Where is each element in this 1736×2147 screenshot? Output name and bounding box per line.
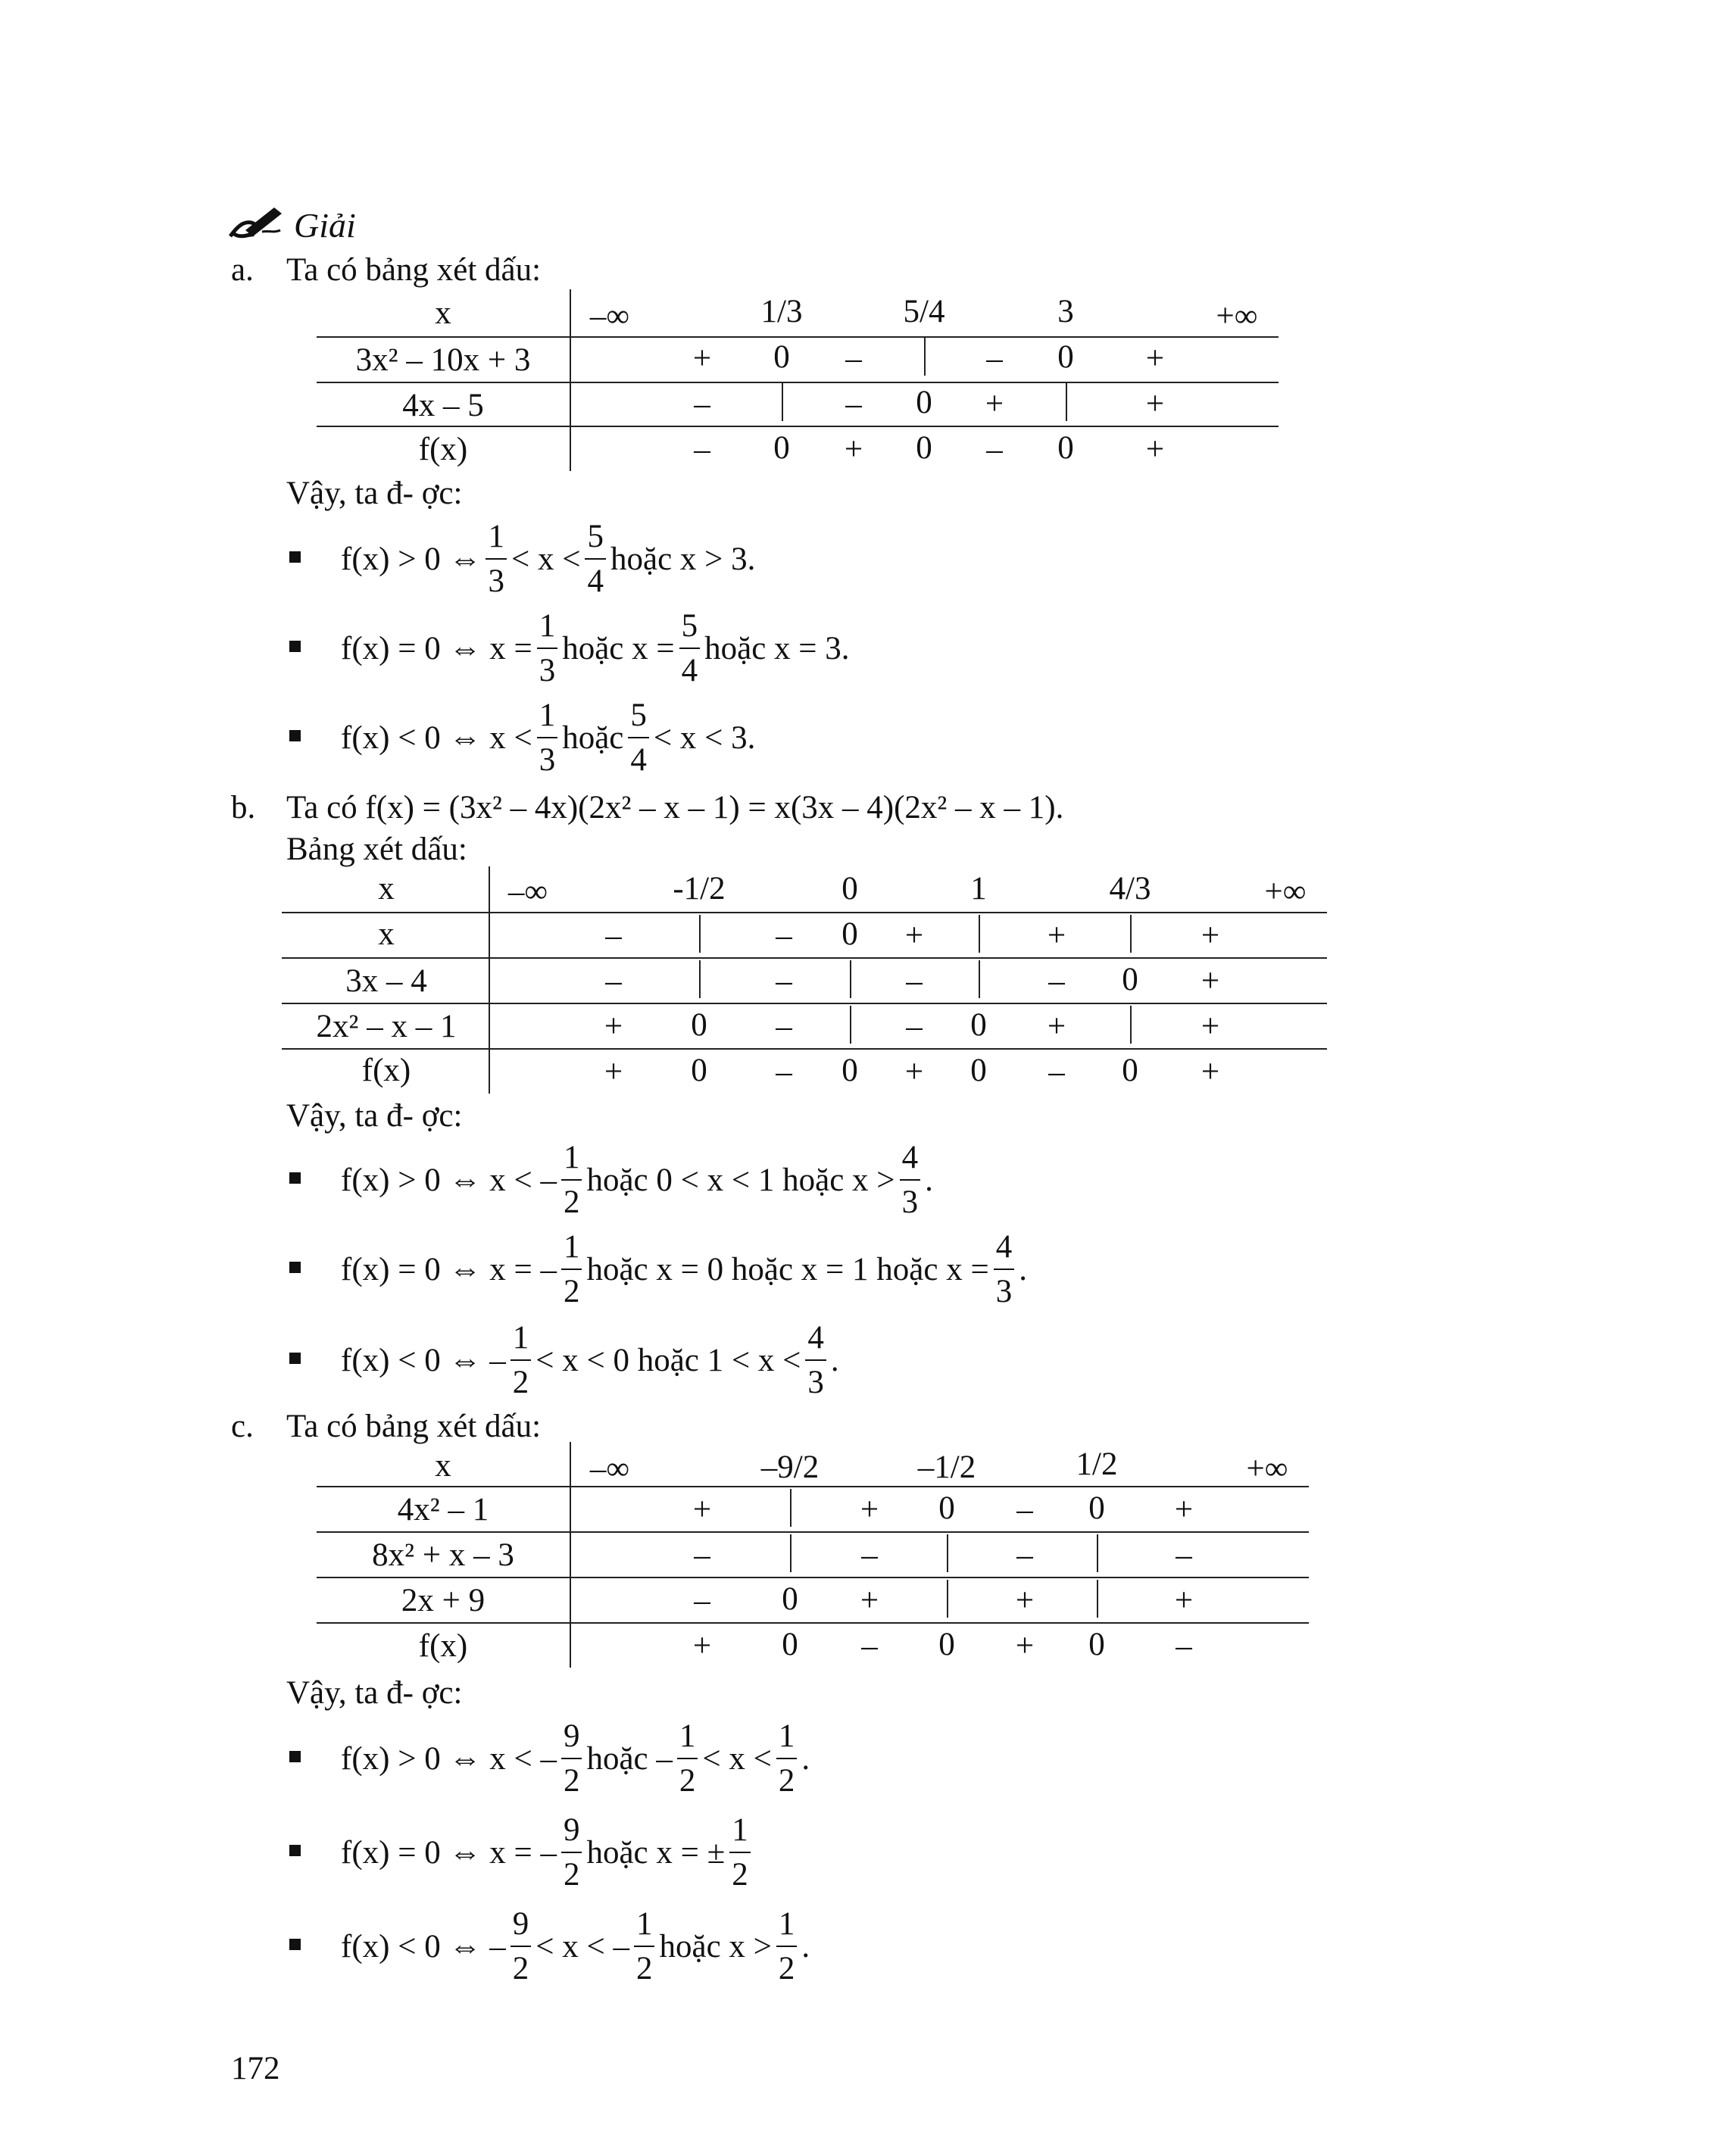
table-b-row-label: x [378, 916, 395, 952]
table-c-sign: – [1016, 1492, 1033, 1528]
part-a-result-positive: f(x) > 0 ⇔ $\frac{1}{3}$ < x < $\frac{5}{4}$ hoặc x > 3. [341, 518, 756, 599]
table-c-sign: – [1176, 1537, 1192, 1573]
table-b-sign: + [1201, 1054, 1220, 1090]
table-b-sign: 0 [691, 1053, 707, 1088]
table-b-sign: – [776, 1054, 792, 1090]
table-a-header: 3 [1057, 294, 1074, 329]
table-a-sign: + [1145, 341, 1165, 376]
table-c-sign: + [1015, 1628, 1035, 1664]
part-b-result-zero: f(x) = 0 ⇔ x = – $\frac{1}{2}$ hoặc x = 0 hoặc x = 1 hoặc x = $\frac{4}{3}$ . [341, 1228, 1027, 1309]
table-b-sign: 0 [1122, 962, 1138, 997]
table-b-sign: – [776, 963, 792, 999]
fraction: $\frac{5}{4}$ [679, 608, 701, 689]
table-c-sign: 0 [938, 1490, 955, 1526]
fraction: $\frac{1}{3}$ [537, 697, 558, 779]
bullet-icon [289, 1751, 301, 1762]
part-b-intro2: Bảng xét dấu: [286, 832, 467, 867]
table-c-sign: + [1174, 1583, 1194, 1618]
page-number: 172 [231, 2051, 280, 2086]
table-b-header: 1 [970, 871, 987, 907]
table-c-sign: 0 [1088, 1490, 1105, 1526]
fraction: $\frac{1}{2}$ [561, 1140, 582, 1221]
table-b-sign: – [776, 918, 792, 953]
table-c-header: –9/2 [760, 1450, 820, 1485]
table-a-sign: – [986, 432, 1003, 467]
bullet-icon [289, 1172, 301, 1184]
fraction: $\frac{1}{3}$ [486, 519, 507, 600]
table-c-sign: + [860, 1583, 879, 1618]
bullet-icon [289, 730, 301, 741]
part-c-result-zero: f(x) = 0 ⇔ x = – $\frac{9}{2}$ hoặc x = ± $\frac{1}{2}$ [341, 1816, 755, 1889]
part-c-label: c. [231, 1409, 254, 1444]
table-a-header: 5/4 [903, 294, 945, 329]
table-a-sign: 0 [1057, 430, 1074, 466]
fraction: $\frac{1}{2}$ [510, 1320, 532, 1401]
table-c-row-label: 2x + 9 [401, 1583, 486, 1618]
table-c-sign: – [1016, 1537, 1033, 1573]
fraction: $\frac{9}{2}$ [561, 1718, 582, 1799]
table-b-sign: + [604, 1054, 623, 1090]
fraction: $\frac{1}{2}$ [729, 1812, 751, 1893]
part-a-result-zero: f(x) = 0 ⇔ x = $\frac{1}{3}$ hoặc x = $\frac{5}{4}$ hoặc x = 3. [341, 607, 850, 688]
part-a-conclusion: Vậy, ta đ- ợc: [286, 476, 463, 511]
bullet-icon [289, 1939, 301, 1950]
fraction: $\frac{1}{2}$ [776, 1906, 798, 1987]
part-c-conclusion: Vậy, ta đ- ợc: [286, 1675, 463, 1711]
table-b-sign: 0 [970, 1053, 987, 1088]
table-b-sign: + [1201, 963, 1220, 999]
table-b-sign: + [904, 1054, 924, 1090]
part-b-label: b. [231, 790, 256, 825]
table-a-header: 1/3 [760, 294, 803, 329]
table-a-sign: 0 [916, 385, 932, 420]
table-b-row-label: 2x² – x – 1 [316, 1009, 457, 1044]
table-a-sign: – [694, 386, 710, 422]
table-c-header-x: x [435, 1448, 451, 1484]
fraction: $\frac{1}{2}$ [677, 1718, 698, 1799]
table-a-sign: 0 [773, 430, 790, 466]
table-a-header-x: x [435, 295, 451, 331]
table-c-sign: + [1174, 1492, 1194, 1528]
table-a-sign: – [845, 386, 862, 422]
fraction: $\frac{1}{2}$ [561, 1229, 582, 1310]
table-b-row-label: f(x) [361, 1053, 411, 1088]
table-b-sign: + [904, 918, 924, 953]
table-a-row-label: f(x) [418, 432, 468, 467]
table-a-header: +∞ [1216, 298, 1258, 334]
bullet-icon [289, 1353, 301, 1364]
solution-heading: Giải [294, 206, 356, 245]
fraction: $\frac{4}{3}$ [900, 1140, 921, 1221]
part-a-label: a. [231, 252, 254, 288]
table-b-sign: + [1047, 1009, 1066, 1044]
table-c-header: –1/2 [917, 1450, 976, 1485]
bullet-icon [289, 1262, 301, 1273]
table-a-header: –∞ [589, 298, 630, 334]
table-b-sign: – [605, 963, 622, 999]
part-c-intro: Ta có bảng xét dấu: [286, 1409, 542, 1444]
table-c-sign: 0 [1088, 1627, 1105, 1662]
part-b-result-positive: f(x) > 0 ⇔ x < – $\frac{1}{2}$ hoặc 0 < x < 1 hoặc x > $\frac{4}{3}$ . [341, 1139, 933, 1220]
table-c-header: +∞ [1246, 1451, 1288, 1487]
table-c-sign: – [694, 1583, 710, 1618]
part-b-intro: Ta có f(x) = (3x² – 4x)(2x² – x – 1) = x(3x – 4)(2x² – x – 1). [286, 790, 1064, 825]
table-b-sign: + [1047, 918, 1066, 953]
table-c-sign: – [861, 1628, 878, 1664]
table-b-sign: – [776, 1009, 792, 1044]
part-c-result-positive: f(x) > 0 ⇔ x < – $\frac{9}{2}$ hoặc – $\frac{1}{2}$ < x < $\frac{1}{2}$ . [341, 1718, 810, 1799]
part-b-result-negative: f(x) < 0 ⇔ – $\frac{1}{2}$ < x < 0 hoặc 1 < x < $\frac{4}{3}$ . [341, 1319, 839, 1400]
part-c-result-negative: f(x) < 0 ⇔ – $\frac{9}{2}$ < x < – $\frac{1}{2}$ hoặc x > $\frac{1}{2}$ . [341, 1905, 810, 1986]
table-a-sign: 0 [1057, 339, 1074, 375]
table-c-sign: – [1176, 1628, 1192, 1664]
table-a-sign: + [1145, 432, 1165, 467]
table-c-sign: + [692, 1492, 712, 1528]
table-c-sign: – [861, 1537, 878, 1573]
fraction: $\frac{9}{2}$ [510, 1906, 532, 1987]
table-a-sign: – [694, 432, 710, 467]
table-b-sign: 0 [841, 916, 858, 952]
table-a-sign: – [986, 341, 1003, 376]
fraction: $\frac{9}{2}$ [561, 1812, 582, 1893]
table-b-sign: + [1201, 1009, 1220, 1044]
table-b-sign: 0 [691, 1007, 707, 1043]
part-b-conclusion: Vậy, ta đ- ợc: [286, 1098, 463, 1134]
part-a-intro: Ta có bảng xét dấu: [286, 252, 542, 288]
table-c-sign: – [694, 1537, 710, 1573]
table-a-sign: + [1145, 386, 1165, 422]
table-b-sign: + [1201, 918, 1220, 953]
table-c-header: –∞ [589, 1451, 630, 1487]
table-b-sign: 0 [841, 1053, 858, 1088]
pencil-icon [227, 203, 285, 247]
fraction: $\frac{5}{4}$ [585, 519, 606, 600]
table-c-row-label: 4x² – 1 [397, 1492, 489, 1528]
table-a-row-label: 3x² – 10x + 3 [355, 342, 531, 378]
table-b-header-x: x [378, 871, 395, 907]
table-c-sign: 0 [938, 1627, 955, 1662]
table-c-row-label: f(x) [418, 1628, 468, 1664]
table-b-sign: – [906, 1009, 923, 1044]
fraction: $\frac{5}{4}$ [628, 697, 649, 779]
table-b-sign: + [604, 1009, 623, 1044]
table-b-sign: – [1048, 1054, 1065, 1090]
table-c-sign: + [1015, 1583, 1035, 1618]
table-a-row-label: 4x – 5 [402, 388, 484, 423]
table-c-sign: + [860, 1492, 879, 1528]
table-a-sign: 0 [773, 339, 790, 375]
table-b-header: –∞ [507, 874, 548, 910]
table-b-header: 4/3 [1109, 871, 1151, 907]
table-b-sign: – [1048, 963, 1065, 999]
table-b-sign: – [605, 918, 622, 953]
table-b-header: +∞ [1264, 874, 1307, 910]
table-c-sign: 0 [782, 1627, 798, 1662]
table-c-header: 1/2 [1076, 1446, 1118, 1482]
table-b-row-label: 3x – 4 [345, 963, 427, 999]
table-a-sign: + [844, 432, 863, 467]
table-b-header: -1/2 [673, 871, 726, 907]
part-a-result-negative: f(x) < 0 ⇔ x < $\frac{1}{3}$ hoặc $\frac{5}{4}$ < x < 3. [341, 697, 756, 778]
table-c-row-label: 8x² + x – 3 [372, 1537, 514, 1573]
table-a-sign: 0 [916, 430, 932, 466]
table-c-sign: + [692, 1628, 712, 1664]
fraction: $\frac{1}{3}$ [537, 608, 558, 689]
fraction: $\frac{4}{3}$ [994, 1229, 1015, 1310]
fraction: $\frac{1}{2}$ [776, 1718, 798, 1799]
fraction: $\frac{1}{2}$ [634, 1906, 655, 1987]
bullet-icon [289, 1845, 301, 1856]
table-b-header: 0 [841, 871, 858, 907]
bullet-icon [289, 641, 301, 652]
table-a-sign: – [845, 341, 862, 376]
bullet-icon [289, 551, 301, 563]
table-a-sign: + [985, 386, 1004, 422]
table-c-sign: 0 [782, 1581, 798, 1617]
table-a-sign: + [692, 341, 712, 376]
table-b-sign: 0 [1122, 1053, 1138, 1088]
table-b-sign: – [906, 963, 923, 999]
fraction: $\frac{4}{3}$ [805, 1320, 826, 1401]
table-b-sign: 0 [970, 1007, 987, 1043]
